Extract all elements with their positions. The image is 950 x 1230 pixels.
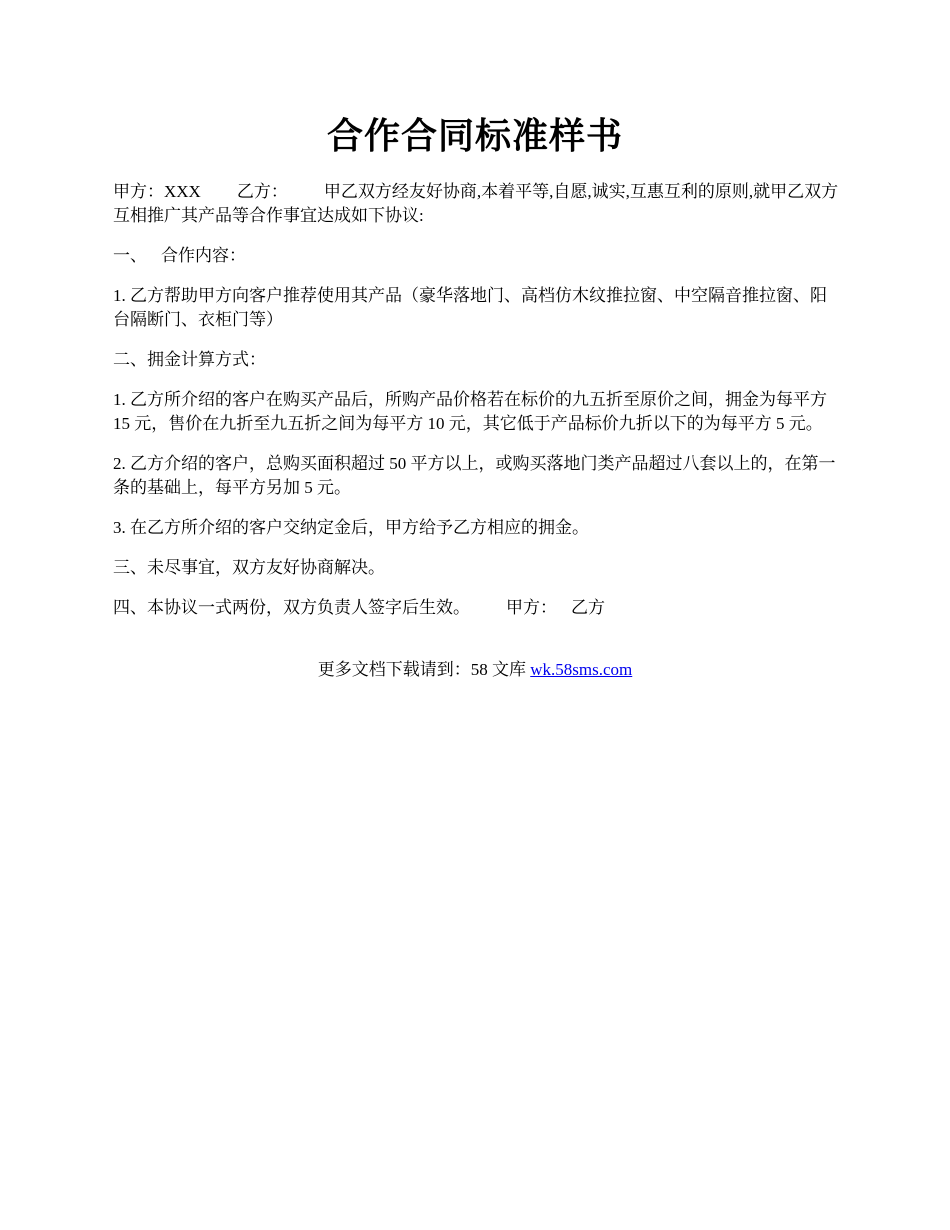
section-1-heading [113, 244, 843, 268]
intro-text: 甲乙双方经友好协商,本着平等,自愿,诚实,互惠互利的原则,就甲乙双方互相推广其产品等合作事宜达成如下协议: [113, 182, 839, 225]
section-2-item-3: 3. 在乙方所介绍的客户交纳定金后，甲方给予乙方相应的拥金。 [113, 518, 589, 537]
section-1-title: 合作内容： [161, 246, 246, 265]
party-a-label: 甲方： [113, 182, 164, 201]
section-1-prefix: 一、 [113, 246, 147, 265]
section-2-heading: 二、拥金计算方式： [113, 350, 266, 369]
section-1-item-1: 1. 乙方帮助甲方向客户推荐使用其产品（豪华落地门、高档仿木纹推拉窗、中空隔音推拉窗、阳台隔断门、衣柜门等） [113, 286, 827, 329]
document-body [113, 180, 843, 636]
party-a-value: XXX [164, 182, 201, 201]
signature-party-b: 乙方 [571, 598, 605, 617]
footer-prefix: 更多文档下载请到：58 文库 [317, 660, 531, 679]
document-title: 合作合同标准样书 [326, 116, 623, 156]
section-2-item-2: 2. 乙方介绍的客户，总购买面积超过 50 平方以上，或购买落地门类产品超过八套以上的，在第一条的基础上，每平方另加 5 元。 [113, 454, 836, 497]
section-3: 三、未尽事宜，双方友好协商解决。 [113, 558, 385, 577]
download-footer [0, 658, 950, 682]
section-2-item-1: 1. 乙方所介绍的客户在购买产品后，所购产品价格若在标价的九五折至原价之间，拥金为每平方 15 元，售价在九折至九五折之间为每平方 10 元，其它低于产品标价九折以下的为每平方 5 元。 [113, 390, 827, 433]
intro-paragraph [113, 180, 843, 228]
signature-party-a: 甲方： [506, 598, 557, 617]
footer-link[interactable]: wk.58sms.com [530, 660, 633, 679]
section-4 [113, 596, 843, 620]
section-4-text: 四、本协议一式两份，双方负责人签字后生效。 [113, 598, 470, 617]
party-b-label: 乙方： [236, 182, 288, 201]
